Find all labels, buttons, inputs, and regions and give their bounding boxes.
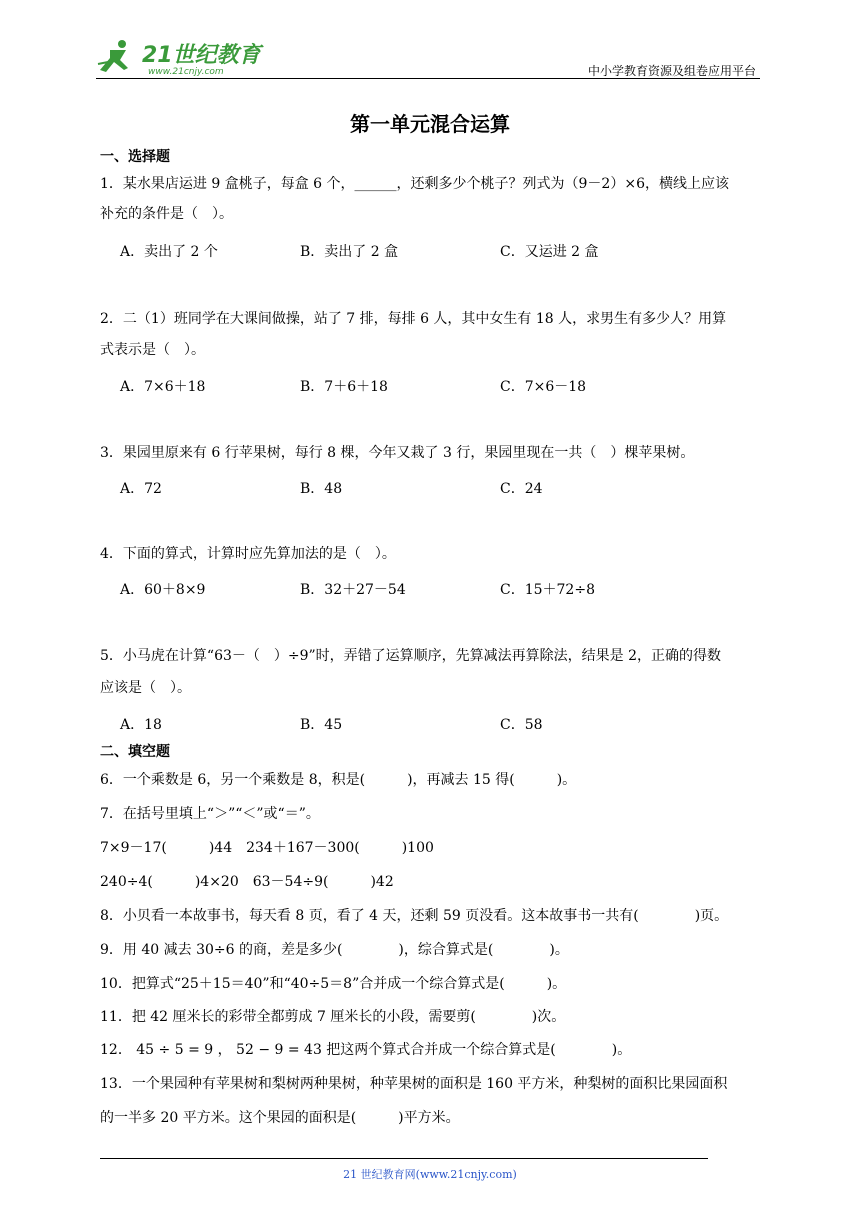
option-b: B．7＋6＋18 [300,379,388,395]
option-b: B．48 [300,481,343,497]
fill-question-line: 12． 45 ÷ 5 = 9 ， 52 − 9 = 43 把这两个算式合并成一个综合算式是( )。 [100,1042,632,1058]
question-line: 式表示是（ ）。 [100,342,205,358]
footer-divider [100,1158,708,1159]
option-b: B．卖出了 2 盒 [300,244,399,260]
question-line: 4．下面的算式，计算时应先算加法的是（ ）。 [100,546,396,562]
option-b: B．45 [300,717,343,733]
fill-question-line: 240÷4( )4×20 63－54÷9( )42 [100,874,394,890]
option-b: B．32＋27－54 [300,582,406,598]
option-a: A．18 [120,717,162,733]
platform-name: 中小学教育资源及组卷应用平台 [587,64,756,78]
question-line: 3．果园里原来有 6 行苹果树，每行 8 棵，今年又栽了 3 行，果园里现在一共（ ）棵苹果树。 [100,445,695,461]
fill-question-line: 7×9－17( )44 234＋167－300( )100 [100,840,434,856]
section-heading-choice: 一、选择题 [100,149,170,165]
fill-question-line: 9．用 40 减去 30÷6 的商，差是多少( )，综合算式是( )。 [100,942,569,958]
option-c: C．24 [500,481,543,497]
fill-question-line: 7．在括号里填上“＞”“＜”或“＝”。 [100,806,320,822]
section-heading-fill: 二、填空题 [100,744,170,760]
header-divider [96,78,760,79]
option-a: A．60＋8×9 [120,582,206,598]
fill-question-line: 8．小贝看一本故事书，每天看 8 页，看了 4 天，还剩 59 页没看。这本故事书一共有( )页。 [100,908,729,924]
fill-question-line: 的一半多 20 平方米。这个果园的面积是( )平方米。 [100,1110,460,1126]
question-line: 应该是（ ）。 [100,680,191,696]
option-c: C．又运进 2 盒 [500,244,599,260]
logo-url: www.21cnjy.com [148,67,224,77]
question-line: 2．二（1）班同学在大课间做操，站了 7 排，每排 6 人，其中女生有 18 人，求男生有多少人？用算 [100,311,727,327]
option-c: C．7×6－18 [500,379,587,395]
option-a: A．卖出了 2 个 [120,244,218,260]
option-a: A．7×6＋18 [120,379,206,395]
site-logo [96,36,296,80]
question-line: 1．某水果店运进 9 盒桃子，每盒 6 个，______，还剩多少个桃子？列式为（9－2）×6，横线上应该 [100,176,729,192]
question-line: 补充的条件是（ ）。 [100,206,233,222]
fill-question-line: 13．一个果园种有苹果树和梨树两种果树，种苹果树的面积是 160 平方米，种梨树的面积比果园面积 [100,1076,728,1092]
option-c: C．15＋72÷8 [500,582,595,598]
option-a: A．72 [120,481,162,497]
question-line: 5．小马虎在计算“63－（ ）÷9”时，弄错了运算顺序，先算减法再算除法，结果是 2，正确的得数 [100,648,722,664]
footer-link[interactable]: 21 世纪教育网(www.21cnjy.com) [343,1168,517,1181]
page-title: 第一单元混合运算 [350,112,510,136]
fill-question-line: 6．一个乘数是 6，另一个乘数是 8，积是( )，再减去 15 得( )。 [100,772,577,788]
option-c: C．58 [500,717,543,733]
fill-question-line: 10．把算式“25＋15＝40”和“40÷5＝8”合并成一个综合算式是( )。 [100,976,567,992]
fill-question-line: 11．把 42 厘米长的彩带全都剪成 7 厘米长的小段，需要剪( )次。 [100,1009,566,1025]
logo-text: 21世纪教育 [142,43,261,68]
